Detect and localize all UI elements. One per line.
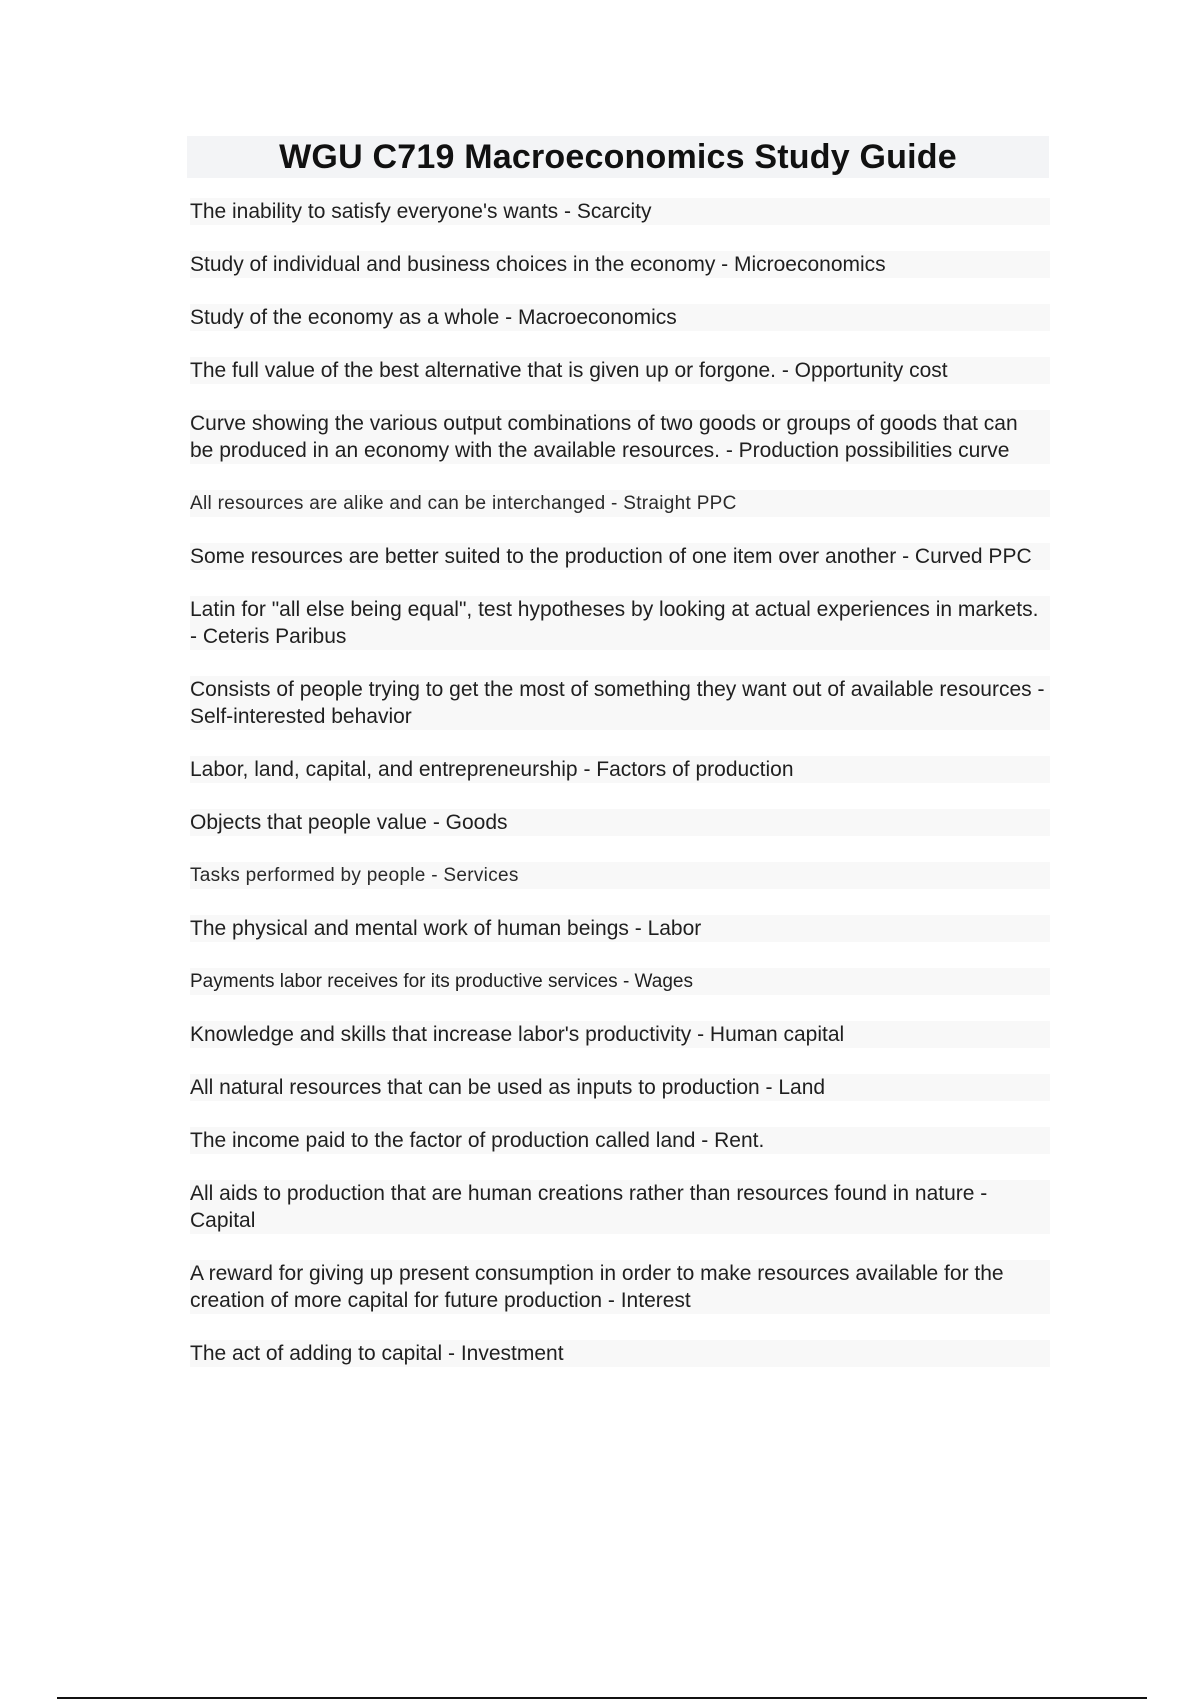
definition-entry-factors-of-production: Labor, land, capital, and entrepreneurship - Factors of production (190, 756, 1050, 783)
definition-entry-labor: The physical and mental work of human beings - Labor (190, 915, 1050, 942)
definition-entry-capital: All aids to production that are human creations rather than resources found in nature - Capital (190, 1180, 1050, 1234)
definition-entry-production-possibilities-curve: Curve showing the various output combinations of two goods or groups of goods that can be produced in an economy with the available resources. - Production possibilities curve (190, 410, 1050, 464)
definition-entry-self-interested-behavior: Consists of people trying to get the most of something they want out of available resources - Self-interested behavior (190, 676, 1050, 730)
title-banner (187, 136, 1049, 178)
footer-divider (57, 1697, 1147, 1699)
definition-entry-curved-ppc: Some resources are better suited to the production of one item over another - Curved PPC (190, 543, 1050, 570)
definition-entry-wages: Payments labor receives for its productive services - Wages (190, 968, 1050, 995)
definition-entry-human-capital: Knowledge and skills that increase labor's productivity - Human capital (190, 1021, 1050, 1048)
definition-entry-investment: The act of adding to capital - Investment (190, 1340, 1050, 1367)
definition-entry-services: Tasks performed by people - Services (190, 862, 1050, 889)
definition-entry-rent: The income paid to the factor of production called land - Rent. (190, 1127, 1050, 1154)
definition-entry-interest: A reward for giving up present consumption in order to make resources available for the creation of more capital for future production - Interest (190, 1260, 1050, 1314)
definition-entry-ceteris-paribus: Latin for "all else being equal", test hypotheses by looking at actual experiences in markets. - Ceteris Paribus (190, 596, 1050, 650)
definition-entry-straight-ppc: All resources are alike and can be interchanged - Straight PPC (190, 490, 1050, 517)
definition-entry-land: All natural resources that can be used as inputs to production - Land (190, 1074, 1050, 1101)
definition-entry-microeconomics: Study of individual and business choices in the economy - Microeconomics (190, 251, 1050, 278)
definition-entry-macroeconomics: Study of the economy as a whole - Macroeconomics (190, 304, 1050, 331)
definition-entry-opportunity-cost: The full value of the best alternative that is given up or forgone. - Opportunity cost (190, 357, 1050, 384)
definition-list (190, 198, 1050, 1367)
definition-entry-goods: Objects that people value - Goods (190, 809, 1050, 836)
document-title: WGU C719 Macroeconomics Study Guide (279, 138, 957, 176)
definition-entry-scarcity: The inability to satisfy everyone's wants - Scarcity (190, 198, 1050, 225)
